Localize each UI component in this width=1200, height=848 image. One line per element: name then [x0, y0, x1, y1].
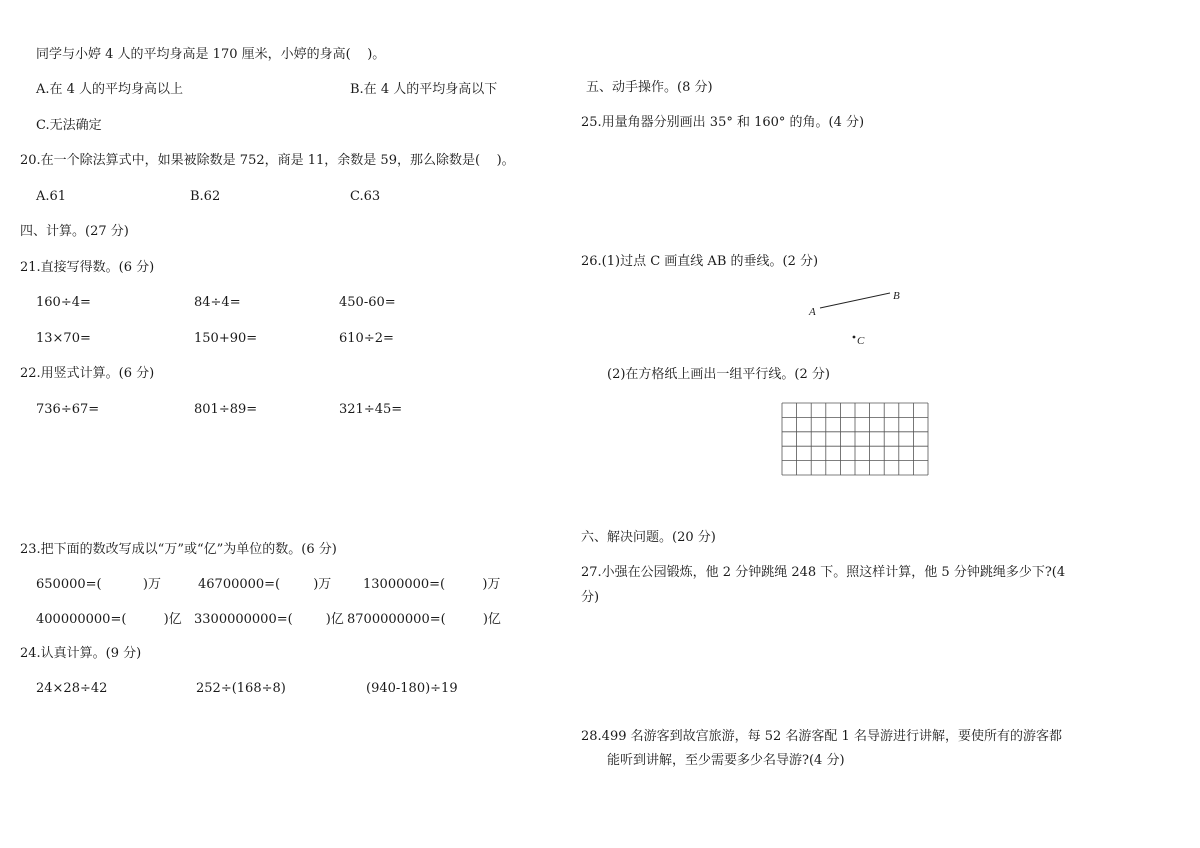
grid-paper — [781, 402, 929, 476]
q19-option-c: C.无法确定 — [36, 118, 102, 133]
point-c — [853, 336, 856, 339]
q20-option-c: C.63 — [350, 189, 381, 204]
line-ab — [820, 293, 890, 308]
q23-item: 46700000=( )万 — [198, 577, 332, 592]
q19-option-b: B.在 4 人的平均身高以下 — [350, 82, 498, 97]
q24-item: (940-180)÷19 — [366, 681, 458, 696]
section-6-title: 六、解决问题。(20 分) — [581, 530, 716, 545]
q21-item: 610÷2= — [339, 331, 394, 346]
q23-item: 8700000000=( )亿 — [347, 612, 501, 627]
q20-stem: 20.在一个除法算式中，如果被除数是 752，商是 11，余数是 59，那么除数是( )。 — [20, 153, 515, 168]
q26-part1: 26.(1)过点 C 画直线 AB 的垂线。(2 分) — [581, 254, 819, 269]
section-5-title: 五、动手操作。(8 分) — [586, 80, 713, 95]
q28-line1: 28.499 名游客到故宫旅游，每 52 名游客配 1 名导游进行讲解，要使所有的游客都 — [581, 729, 1062, 744]
q19-option-a: A.在 4 人的平均身高以上 — [36, 82, 184, 97]
q25-title: 25.用量角器分别画出 35° 和 160° 的角。(4 分) — [581, 115, 865, 130]
q22-item: 801÷89= — [194, 402, 258, 417]
line-ab-diagram — [800, 282, 920, 352]
label-a: A — [809, 306, 816, 318]
q24-title: 24.认真计算。(9 分) — [20, 646, 142, 661]
q23-title: 23.把下面的数改写成以“万”或“亿”为单位的数。(6 分) — [20, 542, 337, 557]
q23-item: 13000000=( )万 — [363, 577, 501, 592]
label-b: B — [893, 290, 900, 302]
q26-part2: (2)在方格纸上画出一组平行线。(2 分) — [607, 367, 830, 382]
q24-item: 252÷(168÷8) — [196, 681, 286, 696]
q23-item: 400000000=( )亿 — [36, 612, 182, 627]
q23-item: 3300000000=( )亿 — [194, 612, 344, 627]
q24-item: 24×28÷42 — [36, 681, 108, 696]
q21-title: 21.直接写得数。(6 分) — [20, 260, 155, 275]
label-c: C — [857, 335, 865, 347]
q22-item: 736÷67= — [36, 402, 100, 417]
q21-item: 150+90= — [194, 331, 258, 346]
q20-option-b: B.62 — [190, 189, 221, 204]
q21-item: 450-60= — [339, 295, 396, 310]
q21-item: 84÷4= — [194, 295, 241, 310]
q27-line2: 分) — [581, 590, 600, 605]
grid-paper-svg — [781, 402, 929, 476]
q23-item: 650000=( )万 — [36, 577, 161, 592]
q28-line2: 能听到讲解，至少需要多少名导游?(4 分) — [607, 753, 845, 768]
q27-line1: 27.小强在公园锻炼，他 2 分钟跳绳 248 下。照这样计算，他 5 分钟跳绳多少下?(4 — [581, 565, 1066, 580]
q22-title: 22.用竖式计算。(6 分) — [20, 366, 155, 381]
q21-item: 13×70= — [36, 331, 91, 346]
q19-stem: 同学与小婷 4 人的平均身高是 170 厘米，小婷的身高( )。 — [36, 47, 386, 62]
q21-item: 160÷4= — [36, 295, 91, 310]
section-4-title: 四、计算。(27 分) — [20, 224, 129, 239]
q20-option-a: A.61 — [36, 189, 67, 204]
perpendicular-figure — [800, 282, 920, 352]
q22-item: 321÷45= — [339, 402, 403, 417]
